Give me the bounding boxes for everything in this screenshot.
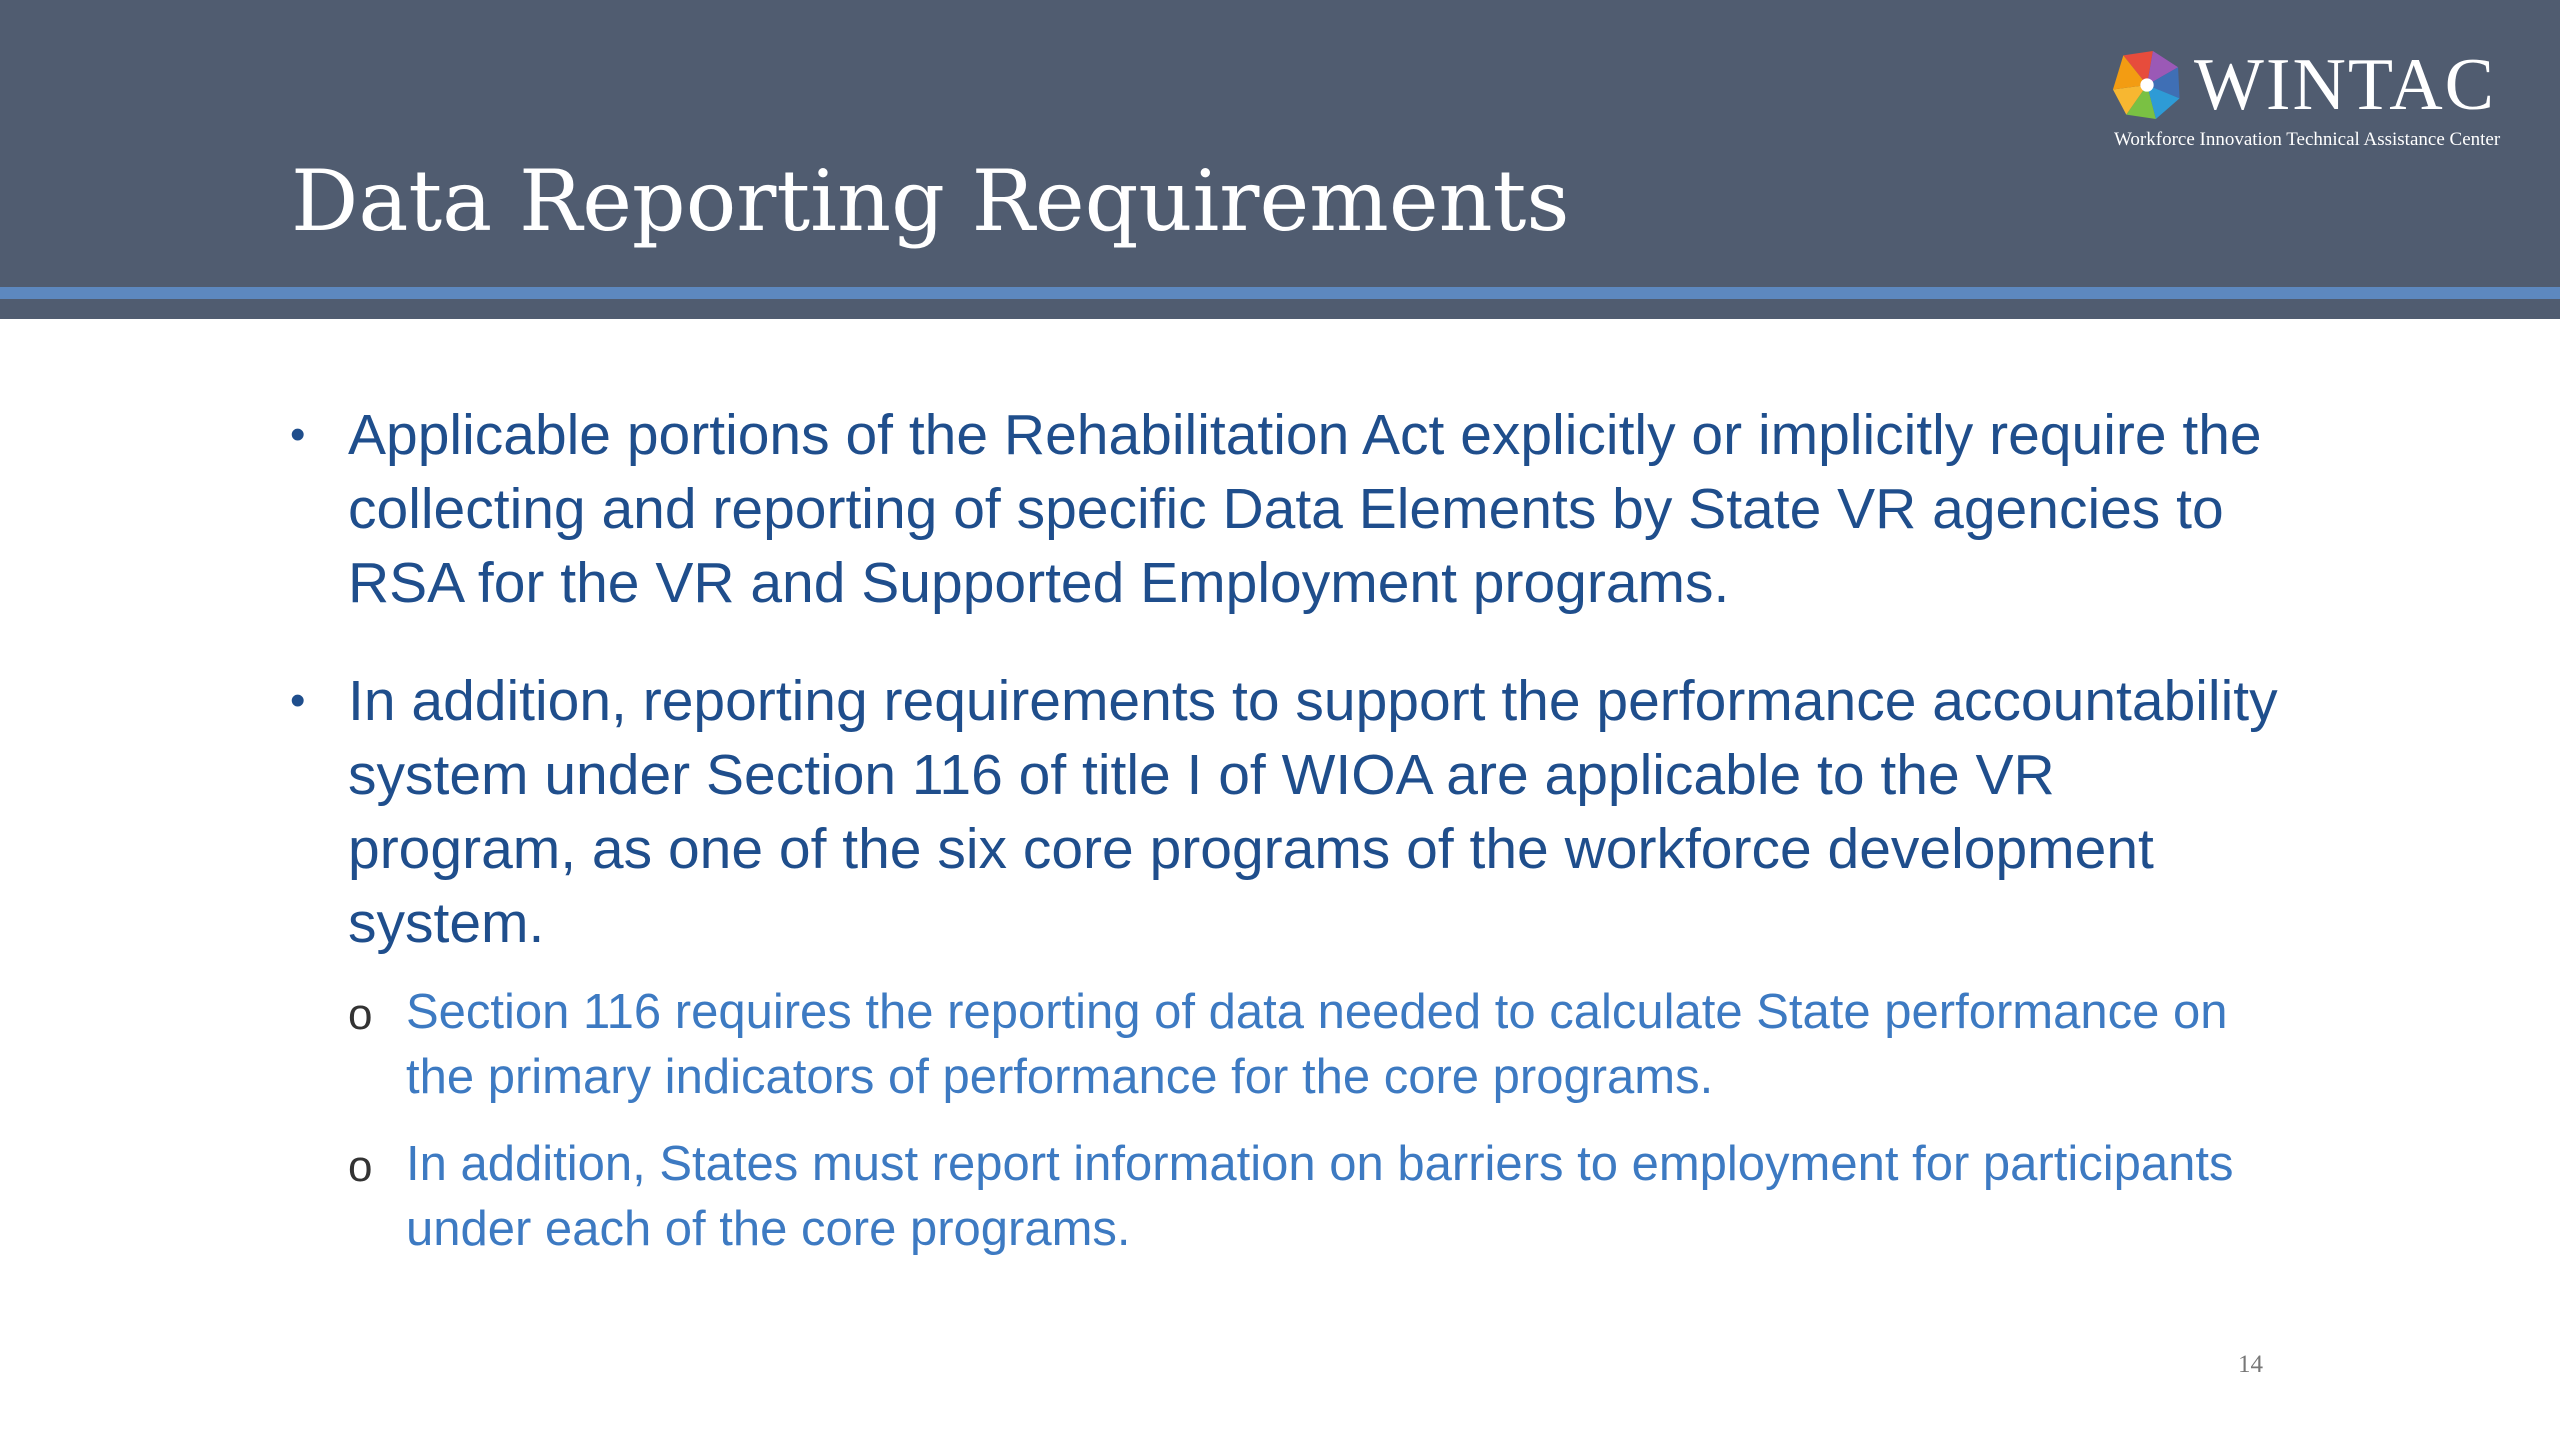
pinwheel-logo-icon [2110, 48, 2184, 122]
sub-bullet-text: Section 116 requires the reporting of data needed to calculate State performance on the primary indicators of performance for the core programs. [406, 985, 2228, 1104]
bullet-item [290, 664, 2290, 1262]
sub-bullet-item [348, 1132, 2290, 1262]
slide-title: Data Reporting Requirements [291, 152, 1570, 250]
bullet-marker: • [290, 410, 306, 459]
wintac-logo [2110, 44, 2530, 158]
sub-bullet-marker: o [348, 990, 373, 1039]
sub-bullet-item [348, 980, 2290, 1110]
bullet-marker: • [290, 676, 306, 725]
sub-bullet-list [348, 980, 2290, 1262]
bullet-text: Applicable portions of the Rehabilitation Act explicitly or implicitly require the collecting and reporting of specific Data Elements by State VR agencies to RSA for the VR and Supported Employment programs. [348, 403, 2262, 615]
sub-bullet-text: In addition, States must report information on barriers to employment for participants under each of the core programs. [406, 1137, 2234, 1256]
page-number: 14 [2238, 1351, 2263, 1378]
header-rule [0, 287, 2560, 299]
logo-wordmark: WINTAC [2194, 44, 2497, 126]
header-rule-shadow [0, 299, 2560, 319]
bullet-item [290, 398, 2290, 620]
bullet-text: In addition, reporting requirements to support the performance accountability system under Section 116 of title I of WIOA are applicable to the VR program, as one of the six core programs of the workforce development system. [348, 669, 2278, 955]
sub-bullet-marker: o [348, 1142, 373, 1191]
bullet-list [290, 398, 2290, 1306]
logo-subtitle: Workforce Innovation Technical Assistance Center [2114, 129, 2501, 150]
